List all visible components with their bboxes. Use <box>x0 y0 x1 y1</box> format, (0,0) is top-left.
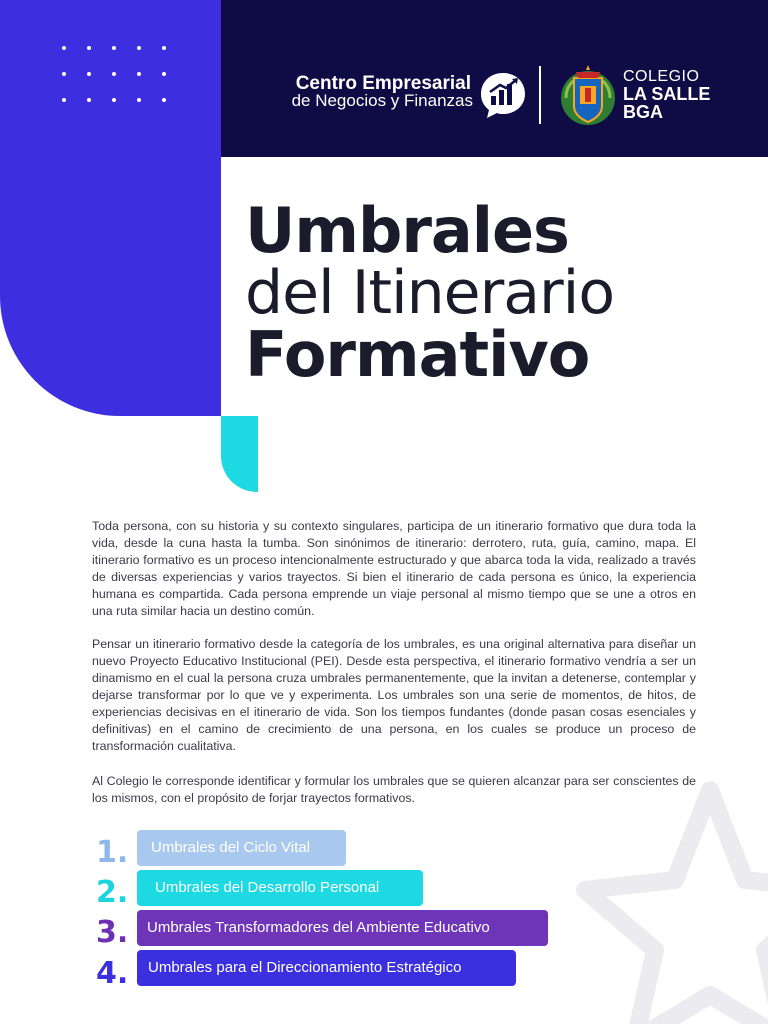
dot-grid-decoration <box>62 46 172 106</box>
header-divider <box>539 66 541 124</box>
list-number: 2. <box>96 875 129 910</box>
center-name: Centro Empresarial <box>295 73 471 94</box>
umbral-direccionamiento-estrategico: Umbrales para el Direccionamiento Estratégico <box>137 950 516 986</box>
school-label-name: LA SALLE <box>623 84 711 104</box>
title-line-2: del Itinerario <box>245 258 615 328</box>
school-label-city: BGA <box>623 102 663 122</box>
chat-bubble-bar-chart-icon <box>478 70 528 120</box>
header-bar <box>221 0 768 157</box>
list-number: 4. <box>96 956 129 991</box>
paragraph-intro: Toda persona, con su historia y su contexto singulares, participa de un itinerario formativo que dura toda la vida, desde la cuna hasta la tumba. Son sinónimos de itinerario: derrotero, ruta, guía, camino, mapa. El itinerario formativo es un proceso intencionalmente estructurado y que abarca toda la vida, realizado a través de diversas experiencias y varios trayectos. Si bien el itinerario de cada persona es único, la experiencia humana es compartida. Cada persona emprende un viaje personal al mismo tiempo que se une a otros en una ruta similar hacia un destino común. <box>92 519 696 618</box>
paragraph-colegio: Al Colegio le corresponde identificar y formular los umbrales que se quieren alcanzar para ser conscientes de los mismos, con el propósito de forjar trayectos formativos. <box>92 774 696 805</box>
umbral-ambiente-educativo: Umbrales Transformadores del Ambiente Educativo <box>137 910 548 946</box>
paragraph-pei: Pensar un itinerario formativo desde la categoría de los umbrales, es una original alternativa para diseñar un nuevo Proyecto Educativo Institucional (PEI). Desde esta perspectiva, el itinerario formativo vendría a ser un dinamismo en el cual la persona cruza umbrales permanentemente, que la invitan a detenerse, contemplar y dejarse transformar por lo que ve y experimenta. Los umbrales son una serie de momentos, de hitos, de experiencias decisivas en el itinerario de vida. Son los tiempos fundantes (donde pasan cosas esenciales y definitivas) en el camino de crecimiento de una persona, en los cuales se produce un proceso de transformación cualitativa. <box>92 637 696 753</box>
list-number: 3. <box>96 915 129 950</box>
title-line-1: Umbrales <box>245 194 569 267</box>
school-label-colegio: COLEGIO <box>623 68 700 85</box>
umbral-ciclo-vital: Umbrales del Ciclo Vital <box>137 830 346 866</box>
star-outline-decoration <box>560 780 768 1024</box>
center-subtitle: de Negocios y Finanzas <box>291 91 473 110</box>
list-number: 1. <box>96 835 129 870</box>
decorative-blue-panel <box>0 0 221 416</box>
umbral-desarrollo-personal: Umbrales del Desarrollo Personal <box>137 870 423 906</box>
title-line-3: Formativo <box>245 318 590 391</box>
decorative-cyan-tab <box>221 416 258 492</box>
la-salle-crest-icon <box>558 64 618 128</box>
